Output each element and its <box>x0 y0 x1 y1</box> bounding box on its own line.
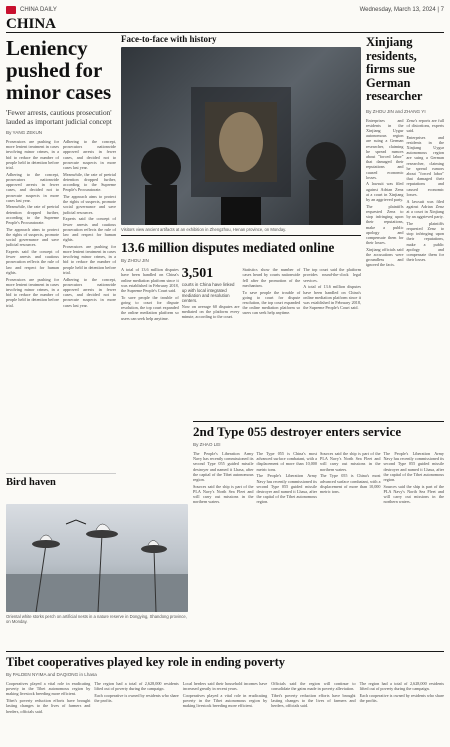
destroyer-body <box>193 451 444 649</box>
middle-column <box>121 34 361 417</box>
tibet-paragraph: Each cooperative is owned by residents who share the profits. <box>94 692 179 704</box>
tibet-paragraph: Cooperatives played a vital role in eradicating poverty in the Tibet autonomous region by making livestock breeding more efficient. <box>182 692 268 709</box>
xinjiang-paragraph: A lawsuit was filed against Adrian Zenz at a court in Xinjiang by an aggrieved party. <box>406 198 444 220</box>
disputes-stat-col <box>182 267 240 417</box>
lead-paragraph: Adhering to the concept, prosecutors nationwide approved arrests in fewer cases, and decided not to prosecute suspects in more cases last year. <box>63 139 116 171</box>
lead-paragraph: Meanwhile, the rate of pretrial detention dropped further, according to the Supreme People's Procuratorate. <box>63 171 116 193</box>
section-title: CHINA <box>6 16 57 32</box>
destroyer-col-1 <box>193 451 254 649</box>
xinjiang-paragraph: Enterprises and residents in the Xinjiang Uygur autonomous region are suing a German researcher, claiming he spread rumors about "forced labor" that damaged their reputations and caused economic losses. <box>366 117 404 180</box>
xinjiang-headline[interactable]: Xinjiang residents, firms sue German researcher <box>366 35 423 103</box>
lead-paragraph: Adhering to the concept, prosecutors nationwide approved arrests in fewer cases, and decided not to prosecute suspects in more cases last year. <box>63 276 116 308</box>
disputes-col-2 <box>182 304 240 320</box>
disputes-paragraph: The top court said the platform provides round-the-clock legal services. <box>303 267 361 283</box>
tibet-byline: By PALDEN NYIMA and DAQIONG in Lhasa <box>6 672 97 677</box>
bird-headline[interactable]: Bird haven <box>6 473 116 488</box>
disputes-col-3 <box>243 267 301 417</box>
lead-paragraph: Prosecutors are pushing for more lenient treatment in cases involving minor crimes, in a bid to reduce the number of people held in detention before trial. <box>6 139 59 171</box>
china-daily-logo-icon <box>6 6 16 14</box>
tibet-col-5 <box>360 681 444 747</box>
disputes-body <box>121 267 361 417</box>
disputes-paragraph: A total of 13.6 million disputes have been handled on China's online mediation platform since it was established in February 2018, the Supreme People's Court said. <box>303 284 361 311</box>
disputes-stat-text: courts in China have linked up with local integrated mediation and resolution centers. <box>181 282 235 304</box>
tibet-paragraph: Officials said the region will continue to consolidate the gains made in poverty alleviation. <box>271 681 356 692</box>
tibet-paragraph: Each cooperative is owned by residents who share the profits. <box>359 692 444 704</box>
destroyer-paragraph: The People's Liberation Army Navy has recently commissioned its second Type 055 guided missile destroyer and named it Lhasa, after the capital of the Tibet autonomous region. <box>256 473 317 505</box>
tibet-paragraph: Cooperatives played a vital role in eradicating poverty in the Tibet autonomous region by making livestock breeding more efficient. <box>6 681 91 697</box>
xinjiang-paragraph: A lawsuit was filed against Adrian Zenz at a court in Xinjiang by an aggrieved party. <box>366 181 404 203</box>
lead-paragraph: The approach aims to protect the rights of suspects, promote social governance and save judicial resources. <box>6 226 59 248</box>
feature-caption: Visitors view ancient artifacts at an exhibition in Zhengzhou, Henan province, on Monday. <box>121 227 287 232</box>
destroyer-paragraph: Sources said the ship is part of the PLA Navy's North Sea Fleet and will carry out missions in the northern waters. <box>320 451 381 472</box>
bird-caption: Oriental white storks perch on artificial nests in a nature reserve in Dongying, Shandong province, on Monday. <box>6 614 187 625</box>
lead-paragraph: Prosecutors are pushing for more lenient treatment in cases involving minor crimes, in a bid to reduce the number of people held in detention before trial. <box>6 276 59 308</box>
tibet-story <box>6 648 444 747</box>
tibet-paragraph: The region had a total of 2,628,000 residents lifted out of poverty during the campaign. <box>359 681 444 692</box>
xinjiang-paragraph: Xinjiang officials said the accusations were groundless and ignored the facts. <box>366 246 404 268</box>
bird-photo-svg <box>6 504 188 612</box>
destroyer-story <box>193 418 444 649</box>
disputes-headline[interactable]: 13.6 million disputes mediated online <box>121 240 335 256</box>
destroyer-paragraph: The People's Liberation Army Navy has recently commissioned its second Type 055 guided missile destroyer and named it Lhasa, after the capital of the Tibet autonomous region. <box>193 451 254 483</box>
lead-paragraph: Experts said the concept of fewer arrests and cautious prosecution reflects the rule of law and respect for human rights. <box>6 249 59 275</box>
disputes-paragraph: A total of 13.6 million disputes have been handled on China's online mediation platform since it was established in February 2018, the Supreme People's Court said. <box>121 267 179 294</box>
masthead-right: Wednesday, March 13, 2024 | 7 <box>359 7 444 13</box>
lead-body <box>6 139 116 465</box>
xinjiang-paragraph: Enterprises and residents in the Xinjiang Uygur autonomous region are suing a German researcher, claiming he spread rumors about "forced labor" that damaged their reputations and caused economic losses. <box>406 134 444 197</box>
disputes-byline: By ZHOU JIN <box>121 258 149 264</box>
tibet-paragraph: Tibet's poverty reduction efforts have brought lasting changes to the lives of farmers and herders, officials said. <box>271 692 356 709</box>
lead-paragraph: Adhering to the concept, prosecutors nationwide approved arrests in fewer cases, and decided not to prosecute suspects in more cases last year. <box>6 171 59 203</box>
disputes-paragraph: To save people the trouble of going to court for dispute resolution, the top court expanded the online mediation platform so users can seek help anytime. <box>121 294 179 321</box>
lead-paragraph: The approach aims to protect the rights of suspects, promote social governance and save judicial resources. <box>63 194 116 215</box>
issue-date: Wednesday, March 13, 2024 <box>359 7 436 13</box>
destroyer-paragraph: Sources said the ship is part of the PLA Navy's North Sea Fleet and will carry out missions in the northern waters. <box>383 483 444 505</box>
destroyer-paragraph: Sources said the ship is part of the PLA Navy's North Sea Fleet and will carry out missions in the northern waters. <box>193 483 254 505</box>
left-column <box>6 34 116 490</box>
section-header <box>6 16 444 33</box>
destroyer-headline[interactable]: 2nd Type 055 destroyer enters service <box>193 424 402 439</box>
bird-block <box>6 504 188 624</box>
tibet-paragraph: Tibet's poverty reduction efforts have brought lasting changes to the lives of farmers and herders, officials said. <box>6 698 91 714</box>
paper-name: CHINA DAILY <box>20 7 57 13</box>
destroyer-col-3 <box>320 451 381 649</box>
right-column <box>366 34 444 418</box>
xinjiang-body <box>366 118 444 418</box>
destroyer-byline: By ZHAO LEI <box>193 442 221 447</box>
lead-paragraph: Meanwhile, the rate of pretrial detention dropped further, according to the Supreme People's Procuratorate. <box>6 204 59 226</box>
feature-headline[interactable]: Face-to-face with history <box>121 34 217 44</box>
divider <box>193 421 444 422</box>
disputes-col-1 <box>121 267 179 417</box>
disputes-paragraph: To save people the trouble of going to court for dispute resolution, the top court expanded the online mediation platform so users can seek help anytime. <box>242 289 301 316</box>
tibet-col-4 <box>271 681 355 747</box>
tibet-body <box>6 681 444 747</box>
destroyer-col-2 <box>257 451 318 649</box>
tibet-col-2 <box>94 681 178 747</box>
tibet-col-1 <box>6 681 90 747</box>
xinjiang-paragraph: The plaintiffs requested Zenz to stop infringing upon their reputations, make a public apology and compensate them for their losses. <box>366 203 404 246</box>
disputes-paragraph: Now on average 60 disputes are mediated on the platform every minute, according to the court. <box>181 303 240 320</box>
xinjiang-paragraph: Zenz's reports are full of distortions, experts said. <box>406 117 444 133</box>
tibet-paragraph: Local herders said their household incomes have increased greatly in recent years. <box>182 681 268 692</box>
lead-headline[interactable]: Leniency pushed for minor cases <box>6 36 112 104</box>
destroyer-paragraph: The People's Liberation Army Navy has recently commissioned its second Type 055 guided missile destroyer and named it Lhasa, after the capital of the Tibet autonomous region. <box>383 451 444 483</box>
xinjiang-byline: By ZHOU JIN and ZHANG YI <box>366 108 426 114</box>
destroyer-paragraph: The Type 055 is China's most advanced surface combatant, with a displacement of more than 10,000 metric tons. <box>256 451 317 472</box>
tibet-headline[interactable]: Tibet cooperatives played key role in ending poverty <box>6 655 286 669</box>
destroyer-col-4 <box>384 451 445 649</box>
page-number: 7 <box>440 7 444 13</box>
lead-deck: 'Fewer arrests, cautious prosecution' lauded as important judicial concept <box>6 108 112 126</box>
divider <box>6 651 444 652</box>
masthead <box>6 4 444 16</box>
divider <box>121 235 361 236</box>
feature-photo-svg <box>121 47 361 225</box>
disputes-stat-number: 3,501 <box>181 267 214 282</box>
bird-photo <box>6 504 188 612</box>
xinjiang-paragraph: The plaintiffs requested Zenz to stop infringing upon their reputations, make a public apology and compensate them for their losses. <box>406 220 444 263</box>
tibet-paragraph: The region had a total of 2,628,000 residents lifted out of poverty during the campaign. <box>94 681 179 692</box>
masthead-left <box>6 6 57 14</box>
disputes-col-4 <box>303 267 361 417</box>
lead-paragraph: Prosecutors are pushing for more lenient treatment in cases involving minor crimes, in a bid to reduce the number of people held in detention before trial. <box>63 243 116 275</box>
feature-photo <box>121 47 361 225</box>
tibet-col-3 <box>183 681 267 747</box>
lead-byline: By YANG ZEKUN <box>6 130 43 135</box>
lead-paragraph: Experts said the concept of fewer arrests and cautious prosecution reflects the rule of law and respect for human rights. <box>63 216 116 243</box>
disputes-paragraph: Statistics show the number of cases heard by courts nationwide fell after the promotion of the mechanism. <box>242 267 301 288</box>
destroyer-paragraph: The Type 055 is China's most advanced surface combatant, with a displacement of more than 10,000 metric tons. <box>320 473 381 494</box>
